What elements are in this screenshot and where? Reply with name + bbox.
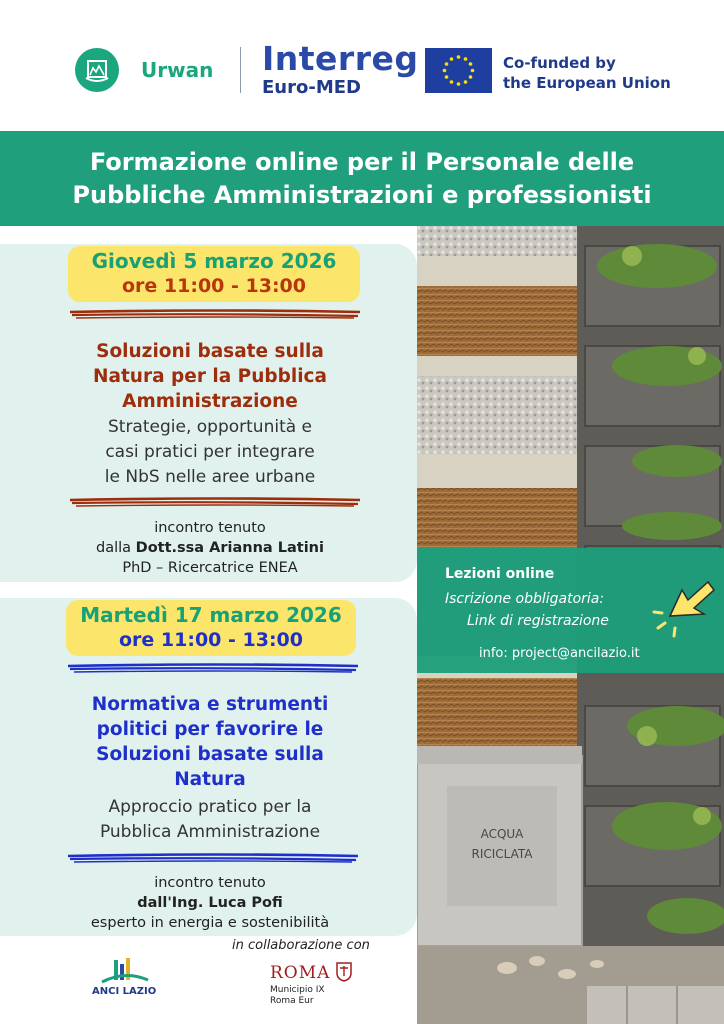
event-1-speaker-intro: incontro tenuto: [154, 520, 266, 536]
cofunded-label: [503, 53, 671, 93]
collaboration-label: in collaborazione con: [232, 938, 370, 953]
event-1-speaker-line: [40, 538, 380, 558]
urwan-name: Urwan: [141, 58, 214, 82]
roma-crest-icon: [336, 962, 352, 986]
roma-logo-text: ROMA: [270, 963, 331, 983]
pointer-arrow-icon: [648, 576, 718, 644]
sign-text-1: ACQUA: [480, 827, 524, 841]
title-banner: [0, 131, 724, 226]
municipio-label: [270, 985, 325, 1007]
event-2-title-line: politici per favorire le: [96, 719, 324, 740]
brush-stroke-rust-1: [68, 308, 362, 320]
header-divider: [240, 47, 241, 93]
brush-stroke-blue-2: [66, 852, 360, 864]
event-2-subtitle-line: Approccio pratico per la: [108, 797, 312, 817]
event-1-speaker: [40, 518, 380, 578]
cofunded-line-1: Co-funded by: [503, 54, 616, 72]
sign-text-2: RICICLATA: [471, 847, 533, 861]
event-1-time: ore 11:00 - 13:00: [122, 275, 306, 297]
event-2-title-line: Natura: [174, 769, 246, 790]
event-2-speaker: [40, 873, 380, 933]
event-1-date-box: [68, 246, 360, 302]
registration-link[interactable]: Link di registrazione: [467, 613, 609, 629]
event-1-title-line: Soluzioni basate sulla: [96, 341, 324, 362]
event-1-speaker-role: PhD – Ricercatrice ENEA: [122, 560, 298, 576]
event-2-date: Martedì 17 marzo 2026: [80, 603, 342, 627]
event-2-title: [40, 692, 380, 792]
event-2-time: ore 11:00 - 13:00: [119, 629, 303, 651]
roma-eur-line: Roma Eur: [270, 996, 314, 1006]
event-1-title: [40, 339, 380, 414]
event-1-subtitle: [40, 415, 380, 490]
info-email[interactable]: info: project@ancilazio.it: [479, 646, 640, 661]
event-2-speaker-name: dall'Ing. Luca Pofi: [137, 895, 283, 911]
event-2-title-line: Soluzioni basate sulla: [96, 744, 324, 765]
event-1-date: Giovedì 5 marzo 2026: [91, 249, 337, 273]
banner-line-2: Pubbliche Amministrazioni e professionisti: [72, 181, 652, 209]
event-2-speaker-role: esperto in energia e sostenibilità: [90, 915, 330, 931]
anci-lazio-label: ANCI LAZIO: [92, 986, 157, 997]
event-1-subtitle-line: casi pratici per integrare: [105, 442, 315, 462]
brush-stroke-blue-1: [66, 662, 360, 674]
online-label: Lezioni online: [445, 566, 555, 582]
banner-line-1: Formazione online per il Personale delle: [89, 148, 635, 176]
brush-stroke-rust-2: [68, 496, 362, 508]
urwan-logo-icon: [75, 48, 119, 92]
interreg-logo-text: Interreg: [262, 39, 419, 78]
event-1-subtitle-line: Strategie, opportunità e: [107, 417, 313, 437]
event-2-title-line: Normativa e strumenti: [91, 694, 329, 715]
event-1-subtitle-line: le NbS nelle aree urbane: [104, 467, 316, 487]
event-2-date-box: [66, 600, 356, 656]
euromed-logo-text: Euro-MED: [262, 77, 361, 98]
eu-flag-icon: [425, 48, 492, 93]
municipio-line: Municipio IX: [270, 985, 325, 995]
event-1-speaker-name: Dott.ssa Arianna Latini: [135, 540, 324, 556]
registration-required: Iscrizione obbligatoria:: [445, 591, 605, 607]
event-1-title-line: Natura per la Pubblica: [93, 366, 327, 387]
event-2-speaker-intro: incontro tenuto: [154, 875, 266, 891]
event-2-subtitle-line: Pubblica Amministrazione: [99, 822, 321, 842]
event-1-title-line: Amministrazione: [122, 391, 298, 412]
event-1-speaker-prefix: dalla: [96, 540, 136, 556]
event-2-subtitle: [40, 795, 380, 845]
cofunded-line-2: the European Union: [503, 74, 671, 92]
